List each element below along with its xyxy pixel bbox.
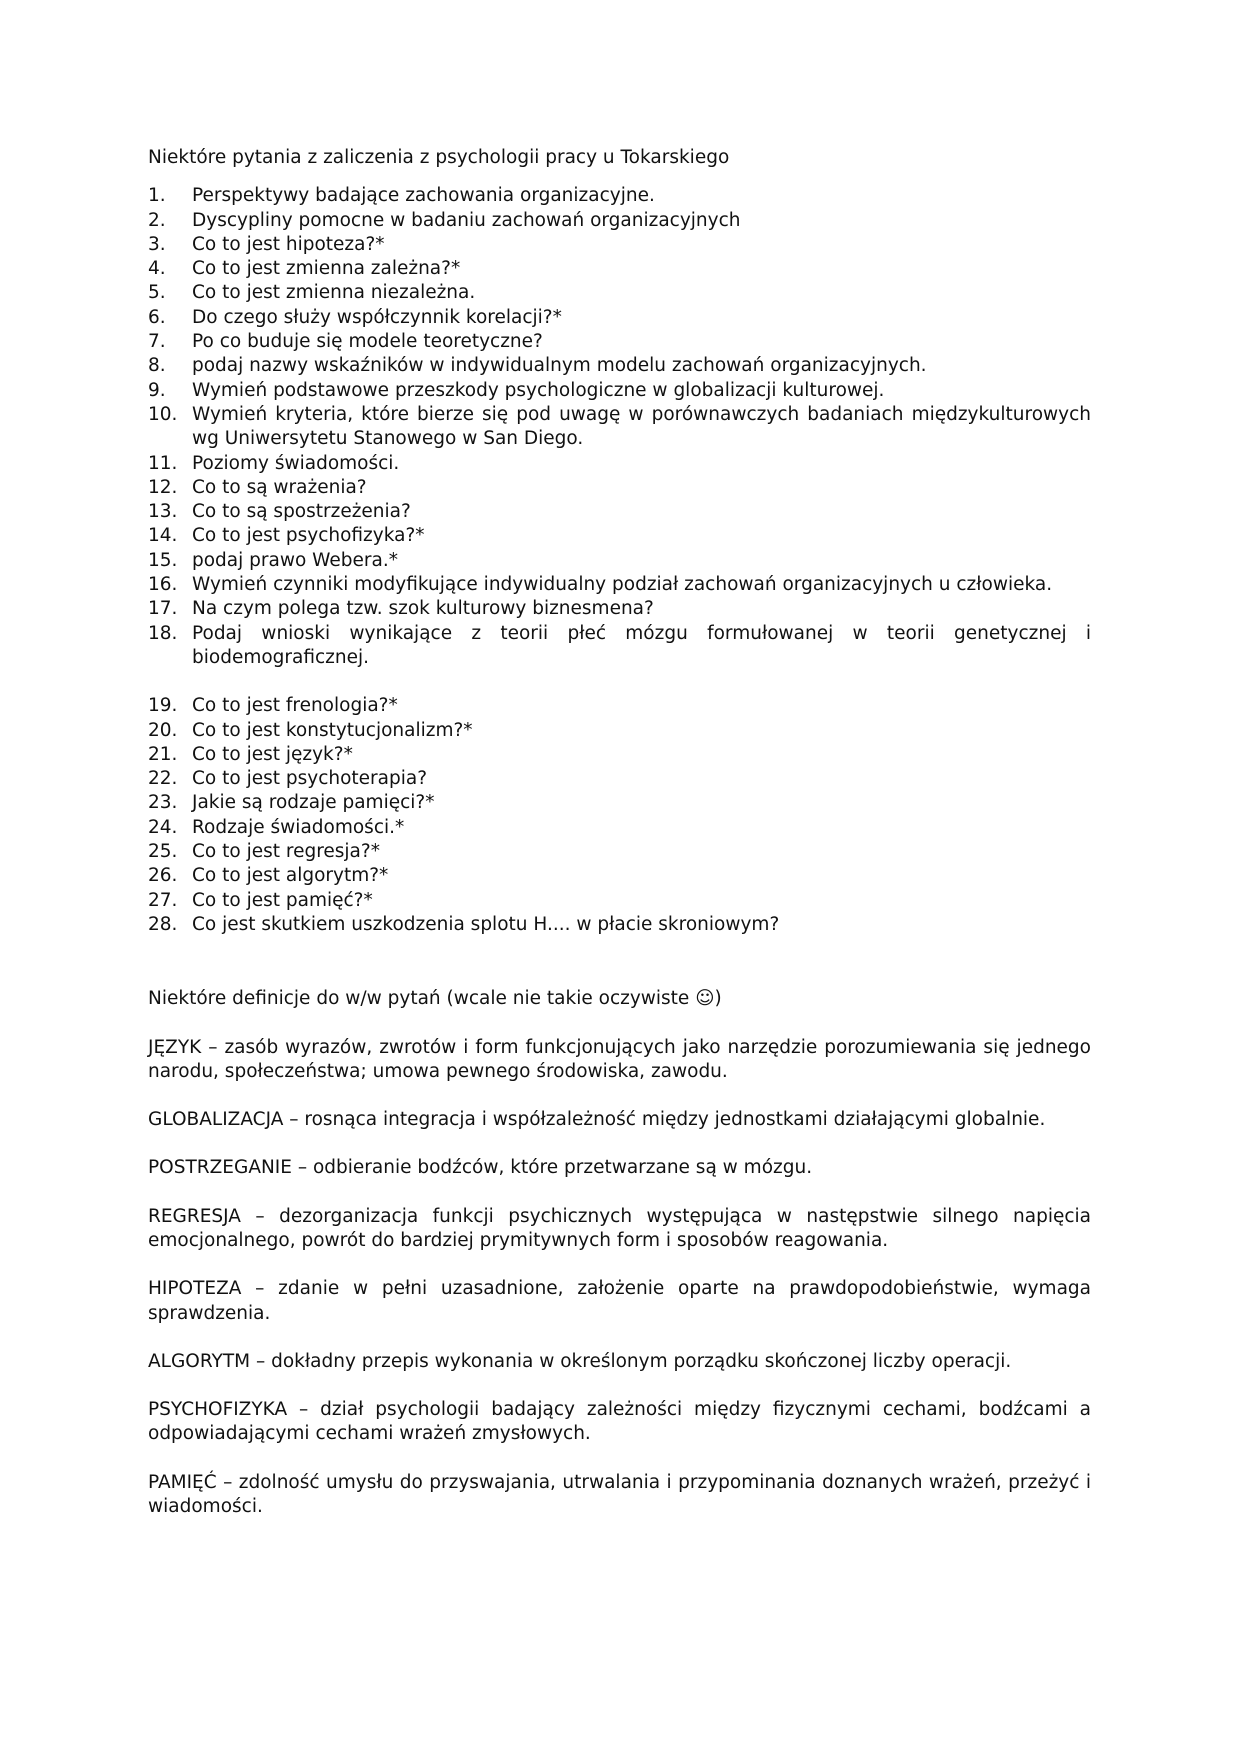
question-text: Co to jest frenologia?* bbox=[192, 695, 398, 717]
question-number: 15. bbox=[148, 549, 178, 571]
question-number: 6. bbox=[148, 306, 166, 328]
question-item bbox=[148, 913, 1091, 937]
question-number: 16. bbox=[148, 574, 178, 596]
question-number: 10. bbox=[148, 403, 178, 425]
question-item bbox=[148, 403, 1091, 452]
question-text: Na czym polega tzw. szok kulturowy biznesmena? bbox=[192, 598, 654, 620]
question-number: 12. bbox=[148, 476, 178, 498]
question-number: 27. bbox=[148, 889, 178, 911]
question-item bbox=[148, 476, 1091, 500]
question-item bbox=[148, 330, 1091, 354]
definition-paragraph: GLOBALIZACJA – rosnąca integracja i współzależność między jednostkami działającymi globalnie. bbox=[148, 1109, 1046, 1131]
question-text: Co to jest pamięć?* bbox=[192, 889, 373, 911]
definition-paragraph: POSTRZEGANIE – odbieranie bodźców, które przetwarzane są w mózgu. bbox=[148, 1157, 813, 1179]
question-number: 24. bbox=[148, 816, 178, 838]
question-number: 4. bbox=[148, 258, 166, 280]
question-text: podaj nazwy wskaźników w indywidualnym modelu zachowań organizacyjnych. bbox=[192, 355, 927, 377]
question-item bbox=[148, 694, 1091, 718]
definitions-list bbox=[148, 1036, 1091, 1520]
question-text: Co to jest zmienna zależna?* bbox=[192, 258, 461, 280]
question-number: 5. bbox=[148, 282, 166, 304]
question-text: Wymień podstawowe przeszkody psychologiczne w globalizacji kulturowej. bbox=[192, 379, 885, 401]
question-text: Jakie są rodzaje pamięci?* bbox=[192, 792, 435, 814]
definition-paragraph: ALGORYTM – dokładny przepis wykonania w określonym porządku skończonej liczby operacji. bbox=[148, 1350, 1012, 1372]
question-text: Wymień czynniki modyfikujące indywidualny podział zachowań organizacyjnych u człowieka. bbox=[192, 574, 1053, 596]
question-text: podaj prawo Webera.* bbox=[192, 549, 398, 571]
question-text: Co to są wrażenia? bbox=[192, 476, 367, 498]
question-item bbox=[148, 743, 1091, 767]
question-item bbox=[148, 864, 1091, 888]
question-text: Po co buduje się modele teoretyczne? bbox=[192, 331, 543, 353]
question-number: 20. bbox=[148, 719, 178, 741]
question-number: 25. bbox=[148, 841, 178, 863]
question-item bbox=[148, 209, 1091, 233]
question-item bbox=[148, 306, 1091, 330]
question-text: Rodzaje świadomości.* bbox=[192, 816, 405, 838]
question-text: Perspektywy badające zachowania organizacyjne. bbox=[192, 185, 655, 207]
question-item bbox=[148, 597, 1091, 621]
question-text: Co to jest hipoteza?* bbox=[192, 233, 385, 255]
question-number: 3. bbox=[148, 233, 166, 255]
question-number: 1. bbox=[148, 185, 166, 207]
question-number: 2. bbox=[148, 209, 166, 231]
definition-paragraph: JĘZYK – zasób wyrazów, zwrotów i form funkcjonujących jako narzędzie porozumiewania się jednego narodu, społeczeństwa; umowa pewnego środowiska, zawodu. bbox=[148, 1036, 1091, 1082]
question-text: Co to jest algorytm?* bbox=[192, 865, 389, 887]
question-text: Poziomy świadomości. bbox=[192, 452, 400, 474]
question-item bbox=[148, 379, 1091, 403]
question-number: 19. bbox=[148, 695, 178, 717]
question-item bbox=[148, 354, 1091, 378]
question-text: Wymień kryteria, które bierze się pod uwagę w porównawczych badaniach międzykulturowych wg Uniwersytetu Stanowego w San Diego. bbox=[192, 403, 1091, 450]
question-item bbox=[148, 816, 1091, 840]
question-number: 21. bbox=[148, 743, 178, 765]
question-number: 22. bbox=[148, 768, 178, 790]
question-text: Do czego służy współczynnik korelacji?* bbox=[192, 306, 562, 328]
document-title: Niektóre pytania z zaliczenia z psychologii pracy u Tokarskiego bbox=[148, 147, 730, 168]
document-page bbox=[148, 138, 1091, 1519]
question-number: 9. bbox=[148, 379, 166, 401]
definition-paragraph: PAMIĘĆ – zdolność umysłu do przyswajania, utrwalania i przypominania doznanych wrażeń, przeżyć i wiadomości. bbox=[148, 1471, 1091, 1518]
question-text: Co to jest zmienna niezależna. bbox=[192, 282, 476, 304]
question-item bbox=[148, 184, 1091, 208]
question-item bbox=[148, 622, 1091, 671]
question-item bbox=[148, 257, 1091, 281]
definitions-heading: Niektóre definicje do w/w pytań (wcale nie takie oczywiste ☺) bbox=[148, 988, 722, 1010]
question-item bbox=[148, 524, 1091, 548]
question-item bbox=[148, 452, 1091, 476]
question-number: 7. bbox=[148, 331, 166, 353]
question-text: Co jest skutkiem uszkodzenia splotu H.... w płacie skroniowym? bbox=[192, 913, 780, 935]
question-item bbox=[148, 233, 1091, 257]
questions-list bbox=[148, 184, 1091, 937]
question-number: 8. bbox=[148, 355, 166, 377]
question-number: 26. bbox=[148, 865, 178, 887]
question-number: 14. bbox=[148, 525, 178, 547]
question-text: Co to jest język?* bbox=[192, 743, 353, 765]
question-item bbox=[148, 719, 1091, 743]
question-text: Co to jest konstytucjonalizm?* bbox=[192, 719, 473, 741]
question-item bbox=[148, 791, 1091, 815]
question-item bbox=[148, 549, 1091, 573]
definition-paragraph: PSYCHOFIZYKA – dział psychologii badający zależności między fizycznymi cechami, bodźcami a odpowiadającymi cechami wrażeń zmysłowych. bbox=[148, 1399, 1091, 1445]
question-text: Podaj wnioski wynikające z teorii płeć mózgu formułowanej w teorii genetycznej i biodemograficznej. bbox=[192, 622, 1091, 668]
question-number: 18. bbox=[148, 622, 178, 644]
question-text: Co to jest psychoterapia? bbox=[192, 768, 428, 790]
question-text: Co to jest psychofizyka?* bbox=[192, 525, 425, 547]
definition-paragraph: HIPOTEZA – zdanie w pełni uzasadnione, założenie oparte na prawdopodobieństwie, wymaga sprawdzenia. bbox=[148, 1278, 1091, 1324]
question-item bbox=[148, 840, 1091, 864]
definition-paragraph: REGRESJA – dezorganizacja funkcji psychicznych występująca w następstwie silnego napięcia emocjonalnego, powrót do bardziej prymitywnych form i sposobów reagowania. bbox=[148, 1205, 1091, 1251]
question-item bbox=[148, 281, 1091, 305]
question-number: 17. bbox=[148, 598, 178, 620]
question-number: 13. bbox=[148, 501, 178, 523]
question-item bbox=[148, 573, 1091, 597]
question-item bbox=[148, 767, 1091, 791]
question-number: 28. bbox=[148, 913, 178, 935]
question-text: Co to jest regresja?* bbox=[192, 841, 380, 863]
question-text: Co to są spostrzeżenia? bbox=[192, 501, 411, 523]
question-item bbox=[148, 889, 1091, 913]
question-number: 23. bbox=[148, 792, 178, 814]
question-text: Dyscypliny pomocne w badaniu zachowań organizacyjnych bbox=[192, 209, 741, 231]
question-number: 11. bbox=[148, 452, 178, 474]
question-item bbox=[148, 500, 1091, 524]
